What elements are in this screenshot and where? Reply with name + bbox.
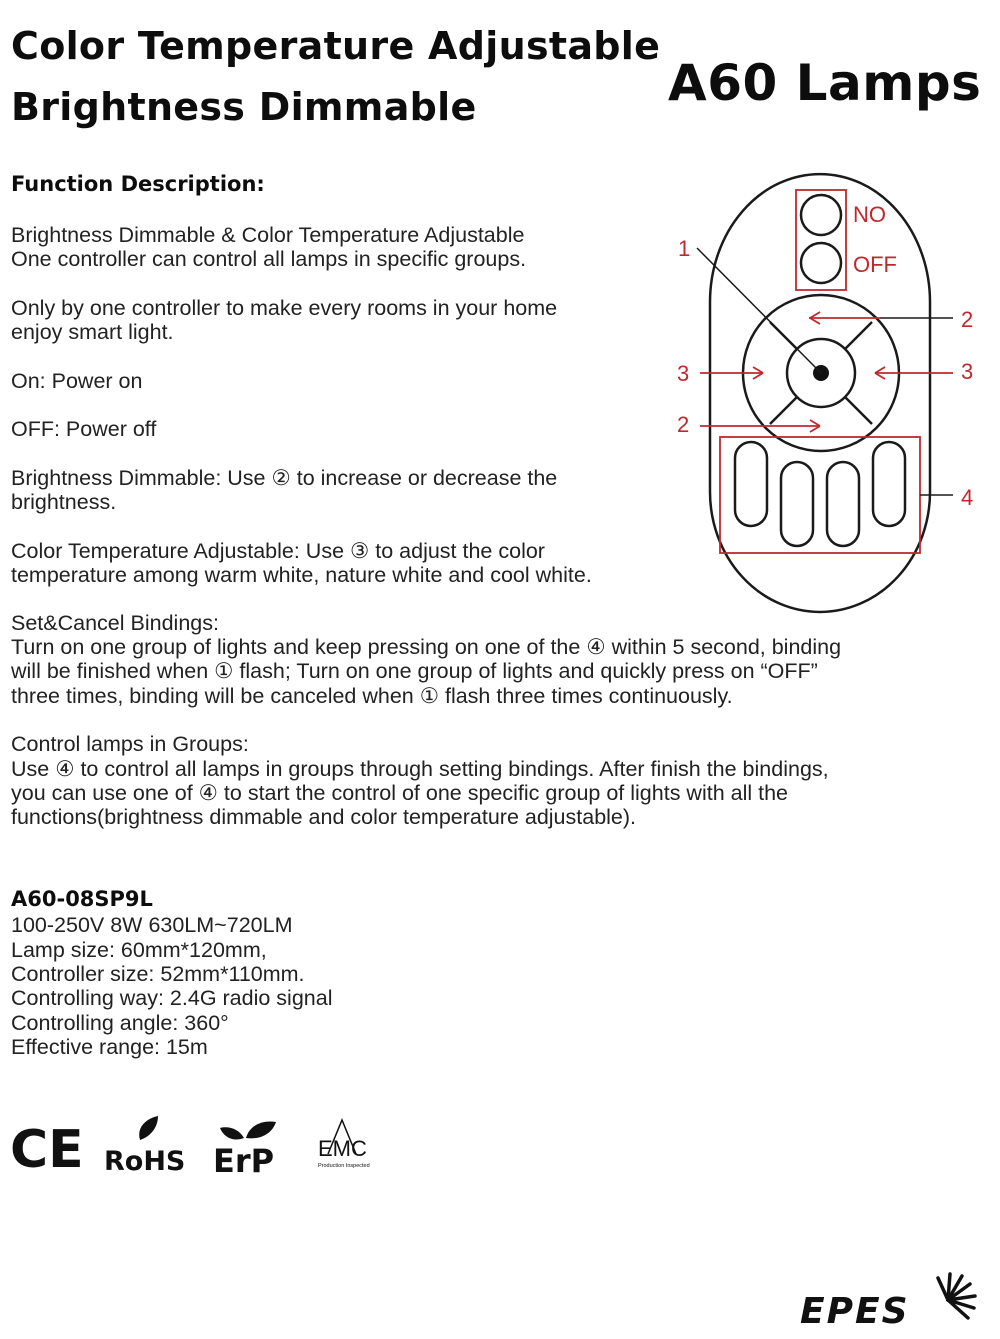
ce-mark-text: CE [10,1120,84,1180]
groups-line-1: Use ④ to control all lamps in groups through setting bindings. After finish the bindings, [11,757,829,781]
bindings-line-3: three times, binding will be canceled when ① flash three times continuously. [11,684,733,708]
callout-3-right: 3 [961,359,974,384]
certification-marks [8,1112,388,1182]
emc-mark-text: EMC [318,1136,367,1161]
erp-mark-text: ErP [213,1142,275,1180]
groups-line-2: you can use one of ④ to start the control of one specific group of lights with all the [11,781,788,805]
off-button [801,243,841,283]
spec-controlling-way: Controlling way: 2.4G radio signal [11,986,333,1010]
group-button-4 [873,442,905,526]
no-label: NO [853,202,886,227]
spec-controlling-angle: Controlling angle: 360° [11,1011,229,1035]
callout-3-left: 3 [677,361,690,386]
brand-logo-text: EPES [800,1291,910,1328]
spec-lamp-size: Lamp size: 60mm*120mm, [11,938,267,962]
callout-4: 4 [961,485,974,510]
group-button-3 [827,462,859,546]
function-description-heading: Function Description: [11,172,265,196]
bindings-title: Set&Cancel Bindings: [11,611,219,635]
power-on-text: On: Power on [11,369,143,393]
bindings-line-2: will be finished when ① flash; Turn on one group of lights and quickly press on “OFF” [11,659,818,683]
color-temp-line-1: Color Temperature Adjustable: Use ③ to adjust the color [11,539,545,563]
on-button [801,195,841,235]
rohs-mark-icon [104,1116,185,1177]
group-buttons-highlight-box [720,437,920,553]
color-temp-line-2: temperature among warm white, nature white and cool white. [11,563,592,587]
callout-2-left: 2 [677,412,690,437]
group-button-1 [735,442,767,526]
spec-controller-size: Controller size: 52mm*110mm. [11,962,305,986]
brightness-line-2: brightness. [11,490,117,514]
rohs-mark-text: RoHS [104,1146,186,1177]
spec-effective-range: Effective range: 15m [11,1035,208,1059]
brightness-line-1: Brightness Dimmable: Use ② to increase or decrease the [11,466,558,490]
callout-2-right: 2 [961,307,974,332]
title-line-2: Brightness Dimmable [11,85,477,129]
rooms-line-2: enjoy smart light. [11,320,174,344]
model-number: A60-08SP9L [11,887,153,911]
power-off-text: OFF: Power off [11,417,157,441]
groups-title: Control lamps in Groups: [11,732,249,756]
group-button-2 [781,462,813,546]
intro-line-2: One controller can control all lamps in specific groups. [11,247,527,271]
bindings-line-1: Turn on one group of lights and keep pressing on one of the ④ within 5 second, binding [11,635,842,659]
groups-line-3: functions(brightness dimmable and color temperature adjustable). [11,805,637,829]
emc-mark-subtext: Production Inspected [318,1163,370,1169]
ce-mark-icon [10,1120,84,1180]
epes-brand-logo [798,1268,983,1328]
emc-mark-icon [318,1120,370,1169]
off-label: OFF [853,252,897,277]
intro-line-1: Brightness Dimmable & Color Temperature Adjustable [11,223,525,247]
erp-mark-icon [213,1122,276,1180]
title-line-1: Color Temperature Adjustable [11,24,661,68]
callout-1: 1 [678,236,691,261]
rooms-line-1: Only by one controller to make every rooms in your home [11,296,558,320]
spec-power: 100-250V 8W 630LM~720LM [11,913,293,937]
product-name: A60 Lamps [668,54,982,112]
remote-controller-diagram [660,172,990,622]
